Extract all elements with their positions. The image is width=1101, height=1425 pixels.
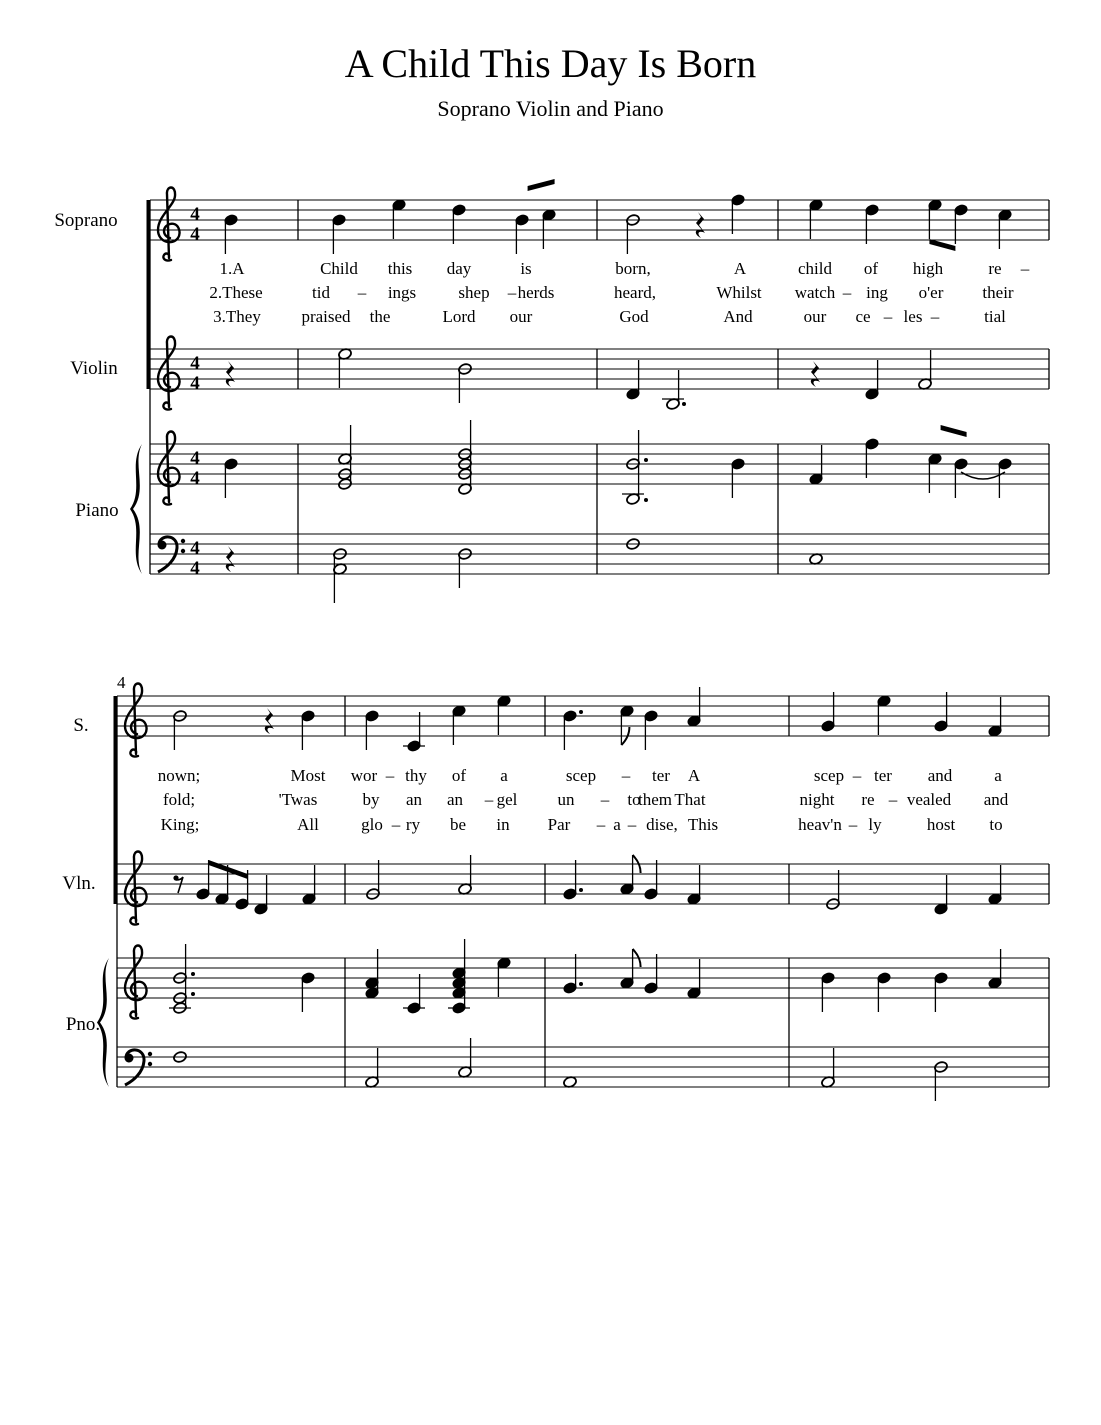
lyric-verse-3: to	[989, 815, 1003, 834]
lyric-verse-1: scep	[813, 766, 845, 785]
lyric-verse-3: a	[613, 815, 621, 834]
dot	[682, 402, 686, 406]
dot	[579, 710, 583, 714]
lyric-verse-2: by	[362, 790, 380, 809]
lyric-verse-3: heav'n	[798, 815, 842, 834]
lyric-verse-2: ings	[387, 283, 417, 302]
time-signature: 4	[190, 468, 200, 489]
lyric-verse-2: –	[357, 283, 367, 302]
lyric-verse-1: child	[798, 259, 832, 278]
lyric-verse-1: Child	[320, 259, 358, 278]
lyric-verse-3: glo	[361, 815, 383, 834]
lyric-verse-3: –	[848, 815, 858, 834]
lyric-verse-2: o'er	[918, 283, 944, 302]
treble-clef-icon	[158, 188, 180, 261]
staff-label-soprano: Soprano	[54, 210, 118, 231]
lyric-verse-1: Most	[290, 766, 326, 785]
lyric-verse-2: heard,	[613, 283, 657, 302]
treble-clef-icon	[158, 432, 180, 505]
piano-brace	[130, 444, 142, 574]
lyric-verse-2: gel	[496, 790, 518, 809]
time-signature: 4	[190, 204, 200, 225]
measure-number: 4	[117, 673, 126, 692]
quarter-rest	[265, 708, 274, 734]
lyric-verse-2: ing	[866, 283, 888, 302]
dot	[579, 888, 583, 892]
lyric-verse-3: tial	[984, 307, 1006, 326]
dot	[644, 498, 648, 502]
time-signature: 4	[190, 558, 200, 579]
lyric-verse-1: day	[446, 259, 472, 278]
lyric-verse-3: God	[619, 307, 649, 326]
lyric-verse-3: –	[930, 307, 940, 326]
lyric-verse-1: this	[387, 259, 413, 278]
staff-label-violin: Vln.	[62, 873, 96, 894]
treble-clef-icon	[158, 337, 180, 410]
lyric-verse-3: les	[903, 307, 923, 326]
lyric-verse-2: 'Twas	[278, 790, 318, 809]
lyric-verse-1: born,	[615, 259, 651, 278]
lyric-verse-2: them	[638, 790, 672, 809]
score-subtitle: Soprano Violin and Piano	[437, 96, 664, 121]
treble-clef-icon	[125, 684, 147, 757]
lyric-verse-2: to	[627, 790, 641, 809]
lyric-verse-1: 1.A	[219, 259, 245, 278]
lyric-verse-1: A	[733, 259, 747, 278]
beam	[929, 239, 955, 251]
lyric-verse-2: –	[842, 283, 852, 302]
lyric-verse-2: –	[484, 790, 494, 809]
lyric-verse-1: wor	[350, 766, 378, 785]
lyric-verse-2: shep	[458, 283, 490, 302]
time-signature: 4	[190, 538, 200, 559]
beam	[528, 179, 555, 191]
quarter-rest	[696, 212, 705, 238]
lyric-verse-1: a	[500, 766, 508, 785]
lyric-verse-3: dise,	[646, 815, 678, 834]
lyric-verse-3: 3.They	[213, 307, 261, 326]
time-signature: 4	[190, 353, 200, 374]
lyric-verse-1: re	[988, 259, 1002, 278]
lyric-verse-1: –	[852, 766, 862, 785]
lyric-verse-3: ly	[868, 815, 882, 834]
treble-clef-icon	[125, 946, 147, 1019]
lyric-verse-3: be	[449, 815, 467, 834]
staff-label-piano: Pno.	[65, 1014, 101, 1035]
lyric-verse-1: –	[621, 766, 631, 785]
lyric-verse-3: And	[723, 307, 753, 326]
quarter-rest	[226, 361, 235, 387]
lyric-verse-3: –	[596, 815, 606, 834]
lyric-verse-3: –	[391, 815, 401, 834]
lyric-verse-2: their	[982, 283, 1014, 302]
lyric-verse-3: in	[496, 815, 510, 834]
quarter-rest	[226, 546, 235, 572]
tie	[961, 472, 1005, 479]
lyric-verse-3: All	[297, 815, 319, 834]
lyric-verse-2: night	[799, 790, 835, 809]
lyric-verse-1: of	[863, 259, 879, 278]
lyric-verse-3: the	[369, 307, 391, 326]
time-signature: 4	[190, 224, 200, 245]
staff-label-soprano: S.	[73, 715, 89, 736]
score-title: A Child This Day Is Born	[344, 41, 757, 86]
lyric-verse-3: our	[509, 307, 533, 326]
lyric-verse-2: an	[446, 790, 464, 809]
lyric-verse-1: A	[687, 766, 701, 785]
lyric-verse-1: thy	[405, 766, 427, 785]
beam	[941, 425, 967, 437]
lyric-verse-3: praised	[301, 307, 351, 326]
lyric-verse-3: –	[883, 307, 893, 326]
time-signature: 4	[190, 448, 200, 469]
lyric-verse-2: Whilst	[716, 283, 762, 302]
lyric-verse-3: ry	[405, 815, 421, 834]
time-signature: 4	[190, 373, 200, 394]
lyric-verse-2: re	[861, 790, 875, 809]
dot	[644, 458, 648, 462]
lyric-verse-2: fold;	[162, 790, 196, 809]
lyric-verse-3: Par	[547, 815, 571, 834]
lyric-verse-3: Lord	[442, 307, 476, 326]
lyric-verse-2: herds	[517, 283, 555, 302]
dot	[191, 972, 195, 976]
lyric-verse-2: 2.These	[209, 283, 263, 302]
lyric-verse-1: –	[1020, 259, 1030, 278]
lyric-verse-2: –	[600, 790, 610, 809]
lyric-verse-1: ter	[874, 766, 892, 785]
lyric-verse-1: of	[451, 766, 467, 785]
lyric-verse-3: our	[803, 307, 827, 326]
lyric-verse-3: host	[926, 815, 956, 834]
lyric-verse-1: ter	[652, 766, 670, 785]
lyric-verse-1: a	[994, 766, 1002, 785]
lyric-verse-2: and	[983, 790, 1009, 809]
eighth-rest	[176, 877, 183, 893]
dot	[191, 992, 195, 996]
lyric-verse-2: tid	[312, 283, 330, 302]
lyric-verse-3: This	[687, 815, 719, 834]
lyric-verse-1: nown;	[157, 766, 201, 785]
lyric-verse-1: scep	[565, 766, 597, 785]
lyric-verse-3: –	[627, 815, 637, 834]
lyric-verse-2: –	[507, 283, 517, 302]
lyric-verse-2: That	[674, 790, 706, 809]
lyric-verse-1: –	[385, 766, 395, 785]
staff-label-piano: Piano	[75, 500, 119, 521]
lyric-verse-2: –	[888, 790, 898, 809]
lyric-verse-2: vealed	[906, 790, 952, 809]
lyric-verse-3: ce	[855, 307, 871, 326]
lyric-verse-2: un	[557, 790, 575, 809]
lyric-verse-2: watch	[794, 283, 836, 302]
lyric-verse-3: King;	[160, 815, 200, 834]
lyric-verse-2: an	[405, 790, 423, 809]
quarter-rest	[811, 361, 820, 387]
staff-label-violin: Violin	[70, 358, 118, 379]
lyric-verse-1: and	[927, 766, 953, 785]
lyric-verse-1: is	[520, 259, 532, 278]
treble-clef-icon	[125, 852, 147, 925]
lyric-verse-1: high	[912, 259, 944, 278]
dot	[579, 982, 583, 986]
